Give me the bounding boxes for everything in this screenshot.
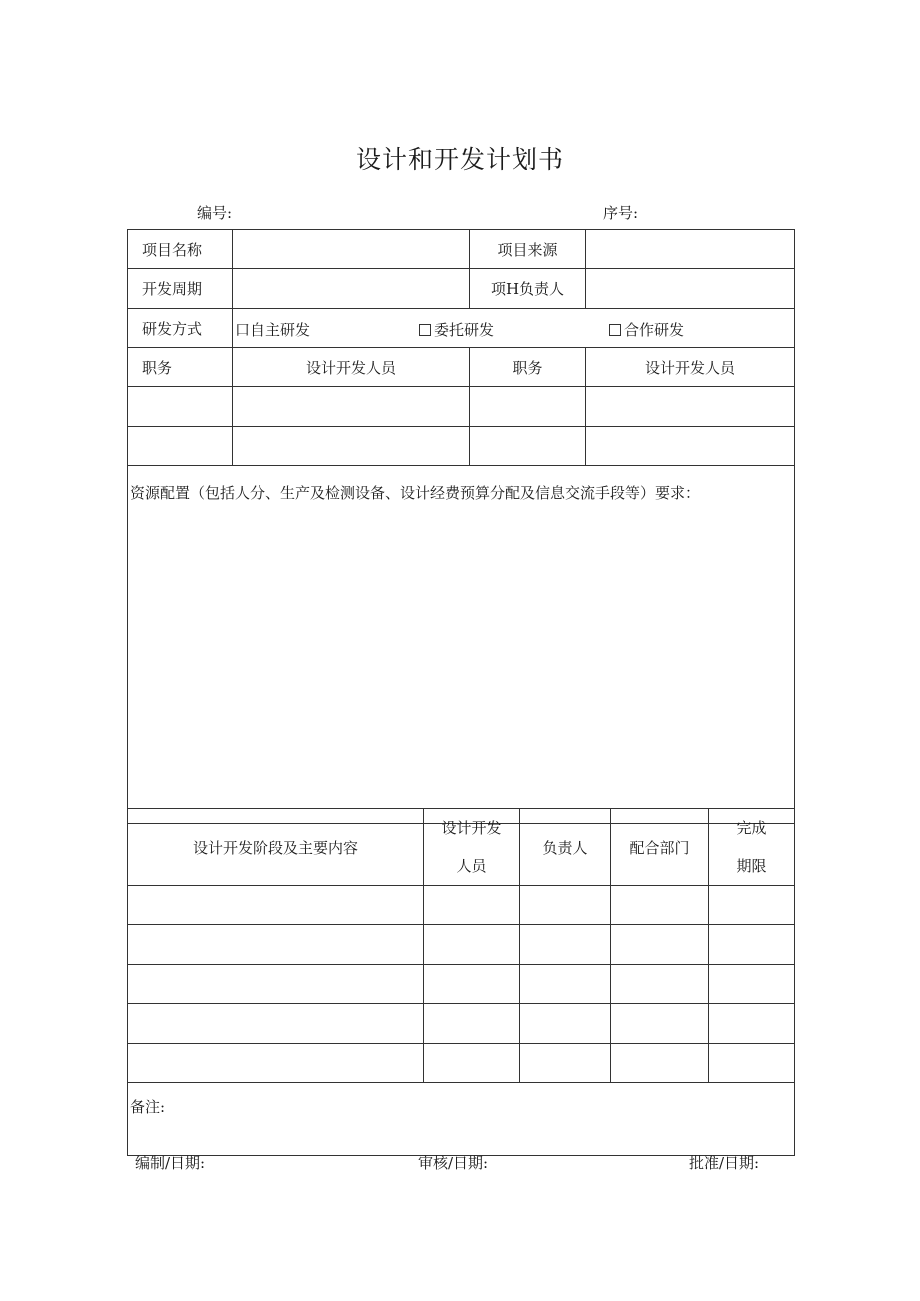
- stage-cell[interactable]: [709, 1004, 795, 1044]
- position-cell[interactable]: [470, 427, 586, 466]
- stage-cell[interactable]: [611, 965, 709, 1004]
- stage-cell[interactable]: [709, 965, 795, 1004]
- project-source-field[interactable]: [586, 230, 795, 269]
- stage-cell[interactable]: [520, 965, 611, 1004]
- stage-dept-header: 配合部门: [611, 809, 709, 886]
- checkbox-icon: [609, 324, 621, 336]
- position-header-2: 职务: [470, 348, 586, 387]
- stage-content-header: 设计开发阶段及主要内容: [128, 809, 424, 886]
- stage-cell[interactable]: [424, 1044, 520, 1083]
- developer-cell[interactable]: [586, 387, 795, 427]
- stage-cell[interactable]: [128, 1004, 424, 1044]
- stage-cell[interactable]: [424, 925, 520, 965]
- stage-cell[interactable]: [424, 1004, 520, 1044]
- resource-allocation-cell[interactable]: [128, 466, 795, 824]
- project-info-table: [127, 229, 795, 824]
- table-row: [128, 1044, 795, 1083]
- remarks-label: 备注:: [130, 1098, 166, 1116]
- stage-cell[interactable]: [424, 886, 520, 925]
- remarks-cell[interactable]: [128, 1083, 795, 1156]
- stage-cell[interactable]: [611, 925, 709, 965]
- stage-cell[interactable]: [520, 1044, 611, 1083]
- dev-mode-options: [233, 309, 795, 348]
- stage-cell[interactable]: [520, 925, 611, 965]
- stage-cell[interactable]: [709, 1044, 795, 1083]
- stages-table: [127, 808, 795, 1156]
- position-cell[interactable]: [470, 387, 586, 427]
- project-lead-field[interactable]: [586, 269, 795, 309]
- stage-cell[interactable]: [128, 886, 424, 925]
- stage-cell[interactable]: [520, 1004, 611, 1044]
- reviewed-by-label: 审核/日期:: [418, 1154, 489, 1172]
- sequence-label: 序号:: [603, 204, 639, 222]
- approved-by-label: 批准/日期:: [689, 1154, 760, 1172]
- table-row: [128, 925, 795, 965]
- stage-cell[interactable]: [424, 965, 520, 1004]
- project-source-label: 项目来源: [470, 230, 586, 269]
- position-cell[interactable]: [128, 387, 233, 427]
- stage-cell[interactable]: [520, 886, 611, 925]
- developer-cell[interactable]: [233, 387, 470, 427]
- table-row: [128, 1004, 795, 1044]
- option-self-dev[interactable]: 口自主研发: [235, 321, 311, 339]
- developers-header-2: 设计开发人员: [586, 348, 795, 387]
- dev-cycle-label: 开发周期: [128, 269, 233, 309]
- stage-cell[interactable]: [709, 925, 795, 965]
- project-name-label: 项目名称: [128, 230, 233, 269]
- dev-cycle-field[interactable]: [233, 269, 470, 309]
- stage-lead-header: 负责人: [520, 809, 611, 886]
- dev-mode-label: 研发方式: [128, 309, 233, 348]
- stage-cell[interactable]: [611, 886, 709, 925]
- stage-developers-header: 设计开发 人员: [424, 809, 520, 886]
- developer-cell[interactable]: [586, 427, 795, 466]
- stage-cell[interactable]: [128, 1044, 424, 1083]
- project-name-field[interactable]: [233, 230, 470, 269]
- option-cooperative-dev[interactable]: 合作研发: [609, 319, 684, 340]
- stage-deadline-header: 完成 期限: [709, 809, 795, 886]
- number-label: 编号:: [197, 204, 233, 222]
- position-cell[interactable]: [128, 427, 233, 466]
- position-header: 职务: [128, 348, 233, 387]
- resource-allocation-label: 资源配置（包括人分、生产及检测设备、设计经费预算分配及信息交流手段等）要求：: [130, 484, 701, 502]
- table-row: [128, 886, 795, 925]
- project-lead-label: 项H负责人: [470, 269, 586, 309]
- prepared-by-label: 编制/日期:: [135, 1154, 206, 1172]
- table-row: [128, 965, 795, 1004]
- document-title: 设计和开发计划书: [355, 145, 564, 174]
- stage-cell[interactable]: [709, 886, 795, 925]
- stage-cell[interactable]: [128, 965, 424, 1004]
- developer-cell[interactable]: [233, 427, 470, 466]
- option-commissioned-dev[interactable]: 委托研发: [419, 319, 494, 340]
- stage-cell[interactable]: [611, 1004, 709, 1044]
- stage-cell[interactable]: [128, 925, 424, 965]
- checkbox-icon: [419, 324, 431, 336]
- stage-cell[interactable]: [611, 1044, 709, 1083]
- developers-header: 设计开发人员: [233, 348, 470, 387]
